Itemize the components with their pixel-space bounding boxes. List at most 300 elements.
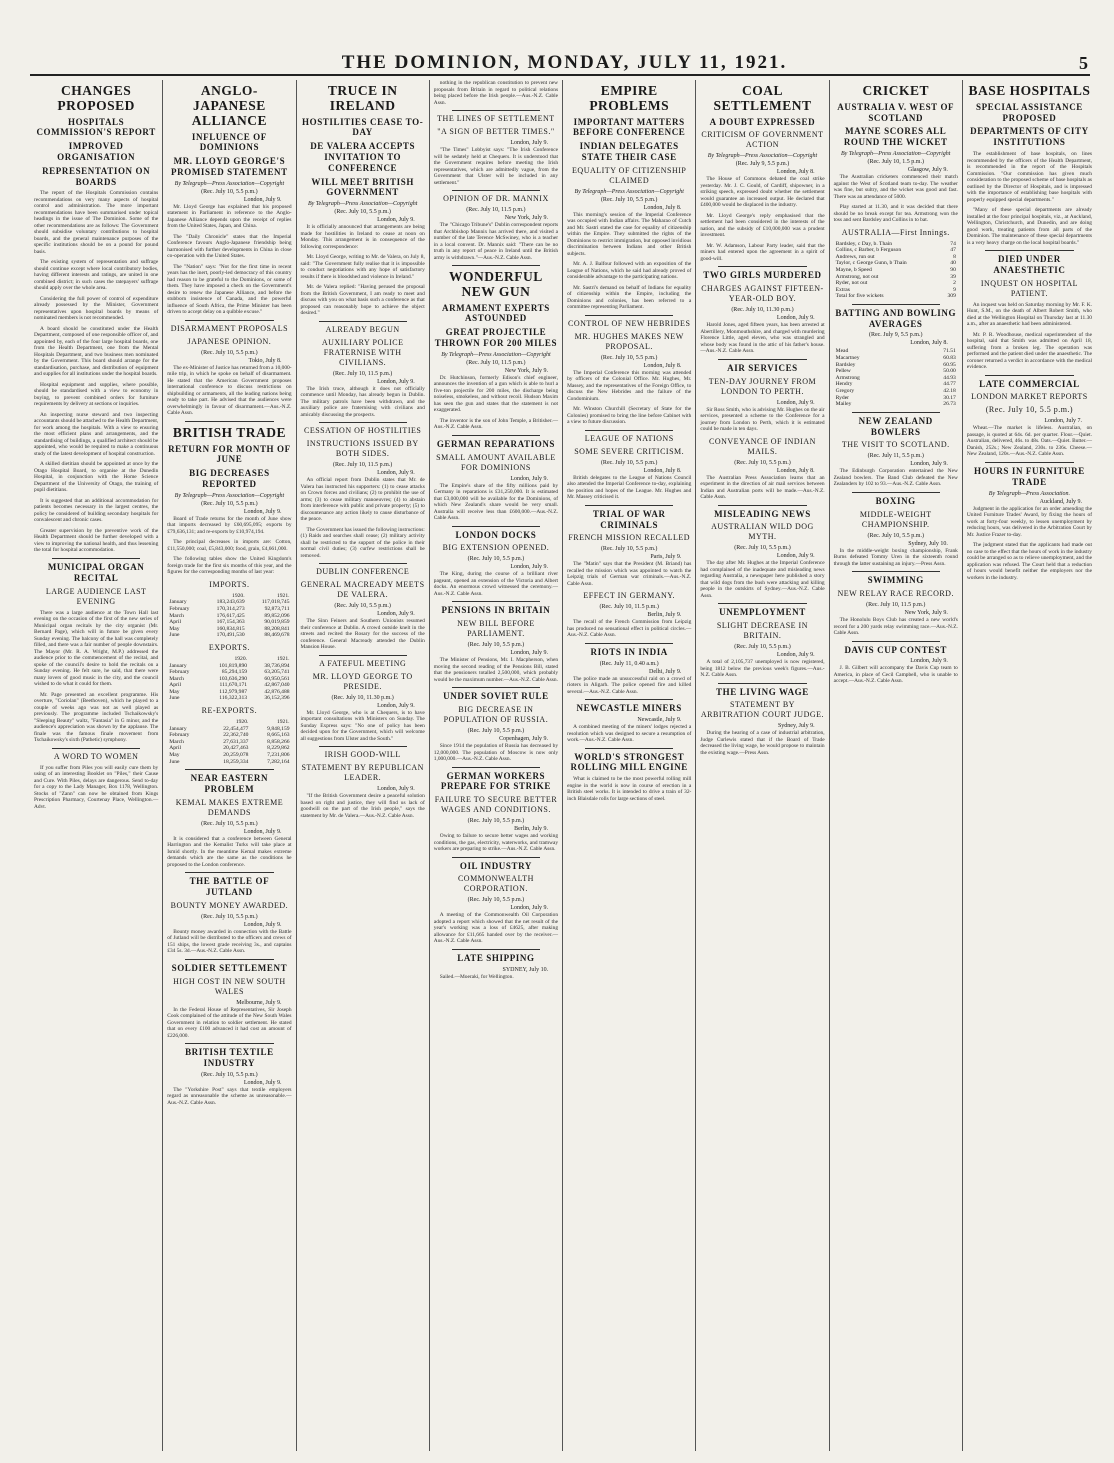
table-header-cell: 1920. — [235, 719, 249, 726]
table-row — [834, 274, 958, 281]
table-cell: April — [169, 682, 182, 689]
article-paragraph: What is claimed to be the most powerful rolling mill engine in the world is now in course of erection in a British steel works. It is intended to drive a train of 32-inch Blaisdale rolls for large sections of steel. — [567, 776, 692, 802]
table-cell: 44.93 — [943, 374, 956, 381]
article-paragraph: A skilled dietitian should be appointed at once by the Otago Hospital Board, to organise at the Dunedin Hospital, in conjunction with the Home Science Department of the University of Otago, the training of pupil dietitians. — [34, 461, 159, 494]
subheadline: SWIMMING — [867, 575, 924, 586]
divider — [452, 265, 540, 266]
headline: CRICKET — [862, 83, 929, 98]
article-paragraph: The day after Mr. Hughes at the Imperial Conference had complained of the inadequate and misleading news regarding Australia, a newspaper here published a story that wild dogs from the bush were attacking and killing people in the outskirts of Sydney.—Aus.-N.Z. Cable Assn. — [700, 560, 825, 599]
article-paragraph: The Edinburgh Corporation entertained the New Zealand bowlers. The Band Club defeated the New Zealanders by 102 to 93.—Aus.-N.Z. Cable Assn. — [833, 468, 958, 488]
article-paragraph: A combined meeting of the miners' lodges rejected a resolution which was designed to secure a resumption of work.—Aus.-N.Z. Cable Assn. — [567, 724, 692, 744]
subheadline: MUNICIPAL ORGAN RECITAL — [47, 561, 145, 583]
table-cell: 170,491,530 — [216, 632, 245, 639]
place-date: London, July 9. — [510, 650, 549, 657]
subheadline: BOXING — [875, 495, 916, 506]
divider — [585, 505, 673, 506]
table-cell: 39 — [950, 273, 956, 280]
table-cell: Gregory — [835, 388, 855, 395]
divider — [718, 683, 806, 684]
table-cell: 60.83 — [943, 355, 956, 362]
section-heading: SMALL AMOUNT AVAILABLE FOR DOMINIONS — [436, 452, 556, 472]
table-cell: February — [169, 732, 190, 739]
table-row — [167, 663, 291, 670]
place-date: London, July 8. — [643, 467, 682, 474]
section-heading: DUBLIN CONFERENCE — [316, 567, 410, 577]
table-cell: February — [169, 605, 190, 612]
divider — [319, 563, 407, 564]
table-cell: 9 — [953, 286, 956, 293]
column-6 — [696, 80, 829, 1451]
article-paragraph: The ex-Minister of Justice has returned from a 10,000-mile trip, in which he spoke on behalf of disarmament. He stated that the American Government proposes international conference to discuss restrictions on shipbuilding or armaments, all the leading nations being ready to take part. He advised that the audiences were overwhelmingly in favour of disarmament.—Aus.-N.Z. Cable Assn. — [167, 364, 292, 417]
article-paragraph: "The Times" Lobbyist says: "The Irish Conference will be sedately held at Chequers. It is understood that the Government requires before meeting the Irish representatives, which are admittedly vague, from the Government that Ulster will be included in any settlement." — [433, 147, 559, 186]
place-date: London, July 9. — [243, 508, 282, 515]
article-paragraph: The Government has issued the following instructions: (1) Raids and searches shall cease; (2) military activity shall be restricted to the support of the police in their normal civil duties; (3) curfew restrictions shall be removed. — [300, 526, 425, 559]
table-row — [167, 682, 291, 689]
dateline: (Rec. July 11, 0.40 a.m.) — [599, 660, 659, 667]
table-cell: 50.00 — [943, 368, 956, 375]
table-row — [834, 260, 958, 267]
subheadline: LATE SHIPPING — [457, 952, 535, 963]
place-date: London, July 9. — [510, 564, 549, 571]
section-heading: EQUALITY OF CITIZENSHIP CLAIMED — [572, 165, 687, 185]
table-caption: RE-EXPORTS. — [201, 706, 258, 716]
subheadline: INFLUENCE OF DOMINIONS — [191, 131, 267, 153]
subheadline: MISLEADING NEWS — [714, 508, 811, 519]
dateline: (Rec. July 10, 5.5 p.m.) — [600, 546, 658, 553]
section-heading: THE LINES OF SETTLEMENT — [437, 114, 555, 123]
place-date: London, July 9. — [243, 828, 282, 835]
divider — [585, 643, 673, 644]
table-cell: Bardsley, c Day, b. Thain — [835, 240, 893, 247]
article-paragraph: "If the British Government desire a peaceful solution based on right and justice, they will find us lack of goodwill on the part of the Irish people," says the statement by Mr. de Valera.—Aus.-N.Z. Cable Assn. — [300, 793, 425, 819]
table-cell: 8,665,163 — [267, 732, 290, 739]
table-row — [834, 375, 958, 382]
table-caption: IMPORTS. — [209, 579, 250, 589]
divider — [319, 321, 407, 322]
section-heading: CRITICISM OF GOVERNMENT ACTION — [701, 130, 824, 150]
section-heading: FRENCH MISSION RECALLED — [568, 533, 691, 543]
article-paragraph: There was a large audience at the Town Hall last evening on the occasion of the first of the new series of Municipal organ recitals by the city organist (Mr. Bernard Page), which will in future be given every Sunday evening. The balcony of the hall was completely filled, and there was a fair number of people downstairs. The Mayor (Mr. R. A. Wright, M.P.) addressed the audience prior to the commencement of the recital, and spoke of the council's desire to hold the recitals on a Sunday evening. He felt sure, he said, that there were many lovers of good music in the city, and the council wished to do what it could for them. — [34, 609, 159, 688]
dateline: (Rec. July 10, 5.5 p.m.) — [201, 188, 258, 195]
dateline: (Rec. July 9, 5.5 p.m.) — [868, 332, 923, 339]
table-cell: Bardsley — [835, 361, 856, 368]
article-paragraph: A total of 2,105,737 unemployed is now registered, being 1812 below the previous week's figures.—Aus.-N.Z. Cable Assn. — [700, 659, 825, 679]
table-cell: Pellew — [835, 368, 851, 375]
dateline: (Rec. July 10, 5.5 p.m.) — [734, 644, 791, 651]
masthead — [30, 50, 1090, 76]
column-1 — [30, 80, 163, 1451]
article-paragraph: The following tables show the United Kingdom's foreign trade for the first six months of this year, and the figures for the corresponding months of last year: — [167, 556, 292, 576]
table-cell — [905, 348, 915, 355]
place-date: London, July 9. — [243, 196, 282, 203]
divider — [585, 315, 673, 316]
table-cell: April — [169, 619, 182, 626]
table-cell: Mayne, b Speed — [835, 266, 872, 273]
table-cell: 38,736,894 — [264, 662, 290, 669]
table-header-cell — [167, 719, 205, 726]
place-date: London, July 9. — [776, 315, 815, 322]
article-paragraph: Owing to failure to secure better wages and working conditions, the gas, electricity, waterworks, and tramway workers are preparing to strike.—Aus.-N.Z. Cable Assn. — [433, 833, 559, 853]
data-table — [167, 656, 291, 702]
table-cell: Macartney — [835, 355, 860, 362]
section-heading: ALREADY BEGUN — [325, 324, 400, 334]
dateline: (Rec. July 10, 5.5 p.m.) — [467, 818, 525, 825]
article-paragraph: Mr. Winston Churchill (Secretary of State for the Colonies) promised to bring the line before Cabinet with a view to future discussion. — [567, 406, 692, 426]
table-header-cell: 1921. — [276, 719, 290, 726]
subheadline: GREAT PROJECTILE THROWN FOR 200 MILES — [434, 327, 558, 349]
divider — [585, 430, 673, 431]
table-cell: 89,852,096 — [264, 612, 290, 619]
table-cell: June — [169, 632, 180, 639]
table-cell: 88,469,678 — [264, 632, 290, 639]
subheadline: OIL INDUSTRY — [459, 860, 532, 871]
divider — [985, 462, 1074, 463]
article-paragraph: The Imperial Conference this morning was attended by officers of the Colonial Office. Mr. Hughes, Mr. Massey, and the representatives of the Foreign Office, to discuss the New Hebrides and the failure of the Condominium. — [567, 369, 692, 402]
dateline: (Rec. July 11, 5.5 p.m.) — [867, 453, 924, 460]
place-date: London, July 9. — [776, 399, 815, 406]
table-row — [167, 726, 291, 733]
section-heading: SOME SEVERE CRITICISM. — [574, 446, 685, 456]
article-paragraph: The inventor is the son of John Temple, a Britisher.—Aus.-N.Z. Cable Assn. — [433, 417, 559, 431]
place-date: London, July 9. — [243, 921, 282, 928]
subheadline: GERMAN REPARATIONS — [436, 438, 556, 449]
subheadline: BATTING AND BOWLING AVERAGES — [835, 307, 957, 329]
table-cell: 90 — [950, 266, 956, 273]
article-paragraph: The King, during the course of a brilliant river pageant, opened an extension of the Victoria and Albert docks. An enormous crowd witnessed the ceremony.—Aus.-N.Z. Cable Assn. — [433, 571, 559, 597]
table-cell — [905, 362, 915, 369]
article-paragraph: Dr. Hutchinson, formerly Edison's chief engineer, announces the invention of a gun which is able to hurl a five-ton projectile for 200 miles, the discharge being noiseless, smokeless, and without recoil. Hudson Maxim has seen the gun and states that the statement is not exaggerated. — [433, 374, 559, 414]
table-header-cell: 1920. — [232, 592, 245, 599]
article-paragraph: The "Nation" says: "Not for the first time in recent years has the inert, poorly-led democracy of this country had reason to be grateful to the Dominions, or some of them. They have imposed a check on the Government's desire to renew the Japanese Alliance, and before the stubborn insistence of Canada, and the powerful influence of South Africa, the Prime Minister has been driven to accept delay on a quibble excuse." — [167, 263, 292, 316]
article-paragraph: The "Matin" says that the President (M. Briand) has recalled the mission which was appointed to watch the Leipzig trials of German war criminals.—Aus.-N.Z. Cable Assn. — [567, 561, 692, 587]
section-heading: IRISH GOOD-WILL — [324, 750, 401, 760]
table-cell: 116,322,313 — [219, 695, 248, 702]
article-paragraph: A meeting of the Commonwealth Oil Corporation adopted a report which showed that the net result of the year's working was a loss of £4625, after making allowance for £11,665 handed over by the receiver.—Aus.-N.Z. Cable Assn. — [433, 912, 559, 945]
place-date: London, July 8. — [776, 169, 815, 176]
table-cell: Andrews, run out — [835, 253, 875, 260]
table-row — [834, 388, 958, 395]
subheadline: DAVIS CUP CONTEST — [844, 644, 947, 655]
table-cell: Hendry — [835, 381, 853, 388]
article-paragraph: If you suffer from Piles you will easily cure them by using of an interesting Booklet on "Piles," their Cause and Cure. With Piles, delays are dangerous. Send to-day for a copy to the Lady Manager, Box 1178, Wellington. Stocks of "Zann" can now be obtained from Kings Prescription Pharmacy, Courtenay Place, Wellington.—Advt. — [34, 764, 159, 810]
section-heading: MR. HUGHES MAKES NEW PROPOSAL. — [574, 331, 684, 351]
table-cell: 9,848,159 — [267, 725, 290, 732]
subheadline: LATE COMMERCIAL — [979, 378, 1080, 389]
subheadline: UNEMPLOYMENT — [719, 607, 806, 618]
article-paragraph: Bounty money awarded in connection with the Battle of Jutland will be distributed to the officers and crews of 151 ships, the lowest grade receiving 3s., and captains £34 5s. 3d.—Aus.-N.Z. Cable Assn. — [167, 928, 292, 955]
table-row — [167, 732, 291, 739]
table-cell: 176,617,425 — [216, 612, 245, 619]
table-cell: 2 — [953, 280, 956, 287]
place-date: Melbourne, July 9. — [236, 999, 282, 1006]
article-paragraph: The House of Commons debated the coal strike yesterday. Mr. J. C. Gould, of Cardiff, shipowner, in a striking speech, expressed doubt whether the settlement would guarantee an increased output. He declared that £400,000 would be displaced in the industry. — [700, 176, 825, 209]
table-cell: 22,362,740 — [223, 732, 249, 739]
divider — [585, 699, 673, 700]
divider — [185, 320, 273, 321]
subheadline: TRIAL OF WAR CRIMINALS — [592, 508, 666, 530]
subheadline: GERMAN WORKERS PREPARE FOR STRIKE — [440, 770, 551, 792]
place-date: Sydney, July 10. — [908, 540, 948, 547]
dateline: (Rec. July 10, 5.5 p.m.) — [334, 209, 391, 216]
column-3 — [297, 80, 430, 1451]
place-date: London, July 9. — [377, 470, 415, 477]
dateline: (Rec. July 9, 5.5 p.m.) — [735, 161, 790, 168]
column-5 — [563, 80, 696, 1451]
table-cell: Ryder, not out — [835, 280, 868, 287]
divider — [319, 655, 407, 656]
article-paragraph: Mr. de Valera replied: "Having perused the proposal from the British Government, I am ready to meet and discuss with you on what basis such a conference as that proposed can reasonably hope to achieve the object desired." — [300, 284, 425, 317]
table-cell: March — [169, 738, 184, 745]
place-date: Sydney, July 9. — [777, 723, 815, 730]
place-date: New York, July 9. — [504, 215, 549, 221]
section-heading: OPINION OF DR. MANNIX — [443, 194, 549, 203]
subheadline: LONDON DOCKS — [455, 529, 537, 540]
table-cell: 22,454,477 — [223, 725, 249, 732]
table-cell: 170,314,273 — [216, 605, 245, 612]
table-cell — [905, 395, 915, 402]
table-header-cell: 1920. — [234, 655, 248, 662]
headline: WONDERFUL NEW GUN — [449, 269, 543, 299]
divider — [985, 250, 1074, 251]
article-paragraph: Sailed.—Moeraki, for Wellington. — [439, 973, 514, 980]
section-heading: DISARMAMENT PROPOSALS — [170, 323, 289, 333]
divider — [718, 505, 806, 506]
place-date: London, July 9. — [377, 611, 415, 618]
section-heading: NEW RELAY RACE RECORD. — [837, 589, 954, 598]
divider — [452, 767, 540, 768]
place-date: New York, July 9. — [904, 610, 948, 616]
divider — [452, 857, 540, 858]
article-paragraph: J. B. Gilbert will accompany the Davis Cup team to America, in place of Cecil Campbell, who is unable to accept.—Aus.-N.Z. Cable Assn. — [833, 665, 958, 685]
table-row — [167, 613, 291, 620]
headline: BRITISH TRADE — [172, 424, 286, 440]
place-date: London, July 9. — [510, 905, 549, 912]
section-heading: EFFECT IN GERMANY. — [583, 591, 675, 601]
table-cell: 7,282,164 — [267, 758, 290, 765]
article-columns — [30, 80, 1096, 1451]
byline: By Telegraph—Press Association—Copyright — [841, 151, 951, 158]
headline: ANGLO-JAPANESE ALLIANCE — [191, 83, 268, 128]
article-paragraph: Since 1914 the population of Russia has decreased by 12,000,000. The population of Moscow is now only 1,000,000.—Aus.-N.Z. Cable Assn. — [433, 743, 559, 763]
headline: CHANGES PROPOSED — [57, 83, 135, 113]
table-cell: Mead — [835, 348, 849, 355]
section-heading: CHARGES AGAINST FIFTEEN-YEAR-OLD BOY. — [701, 284, 824, 304]
table-cell: 160,834,815 — [216, 625, 245, 632]
place-date: London, July 9. — [377, 378, 415, 385]
subheadline: HOURS IN FURNITURE TRADE — [974, 465, 1085, 487]
place-date: SYDNEY, July 10. — [502, 966, 549, 973]
place-date: London, July 9. — [243, 1079, 282, 1086]
article-paragraph: The "Chicago Tribune's" Dublin correspondent reports that Archbishop Mannix has arrived there, and visited a number of the late Terence McSwiney, who is a teacher in a local convent. Dr. Mannix said: "There can be no truth in any report of peace in Ireland until the British army is withdrawn."—Aus.-N.Z. Cable Assn. — [433, 222, 559, 261]
section-heading: MR. LLOYD GEORGE TO PRESIDE. — [312, 671, 413, 691]
data-table — [167, 593, 291, 639]
article-paragraph: The principal decreases in imports are: Cotton, £11,550,000; coal, £5,843,000; food, grain, £4,661,000. — [167, 539, 292, 552]
divider — [52, 748, 140, 749]
dateline: (Rec. July 10, 11.30 p.m.) — [731, 307, 794, 314]
headline: BASE HOSPITALS — [968, 83, 1091, 98]
place-date: London, July 9. — [776, 553, 815, 560]
article-paragraph: This morning's session of the Imperial Conference was occupied with Indian affairs. The Maharao of Cutch and Mr. Sastri stated the case for equality of citizenship within the Empire. They submitted the rights of the Dominions to restrict immigration, but opposed invidious discrimination between Indians and other British subjects. — [567, 211, 692, 257]
divider — [452, 190, 540, 191]
table-row — [834, 395, 958, 402]
place-date: London, July 9. — [377, 217, 415, 224]
article-paragraph: It is suggested that an additional accommodation for patients becomes necessary in the largest centres, the policy be considered of building secondary hospitals for convalescent and chronic cases. — [34, 497, 159, 524]
table-cell: 112,979,987 — [219, 688, 248, 695]
subheadline: TWO GIRLS MURDERED — [703, 270, 822, 281]
table-header-row — [167, 593, 291, 600]
table-cell: February — [169, 669, 190, 676]
table-header-cell — [167, 593, 201, 600]
table-cell: 8,229,862 — [267, 745, 290, 752]
table-cell: 92,873,711 — [264, 605, 290, 612]
section-heading: A WORD TO WOMEN — [53, 751, 139, 761]
divider — [452, 526, 540, 527]
dateline: (Rec. July 10, 5.5 p.m.) — [734, 545, 791, 552]
table-cell: Ryder — [835, 394, 850, 401]
section-heading: JAPANESE OPINION. — [187, 336, 272, 346]
dateline: (Rec. July 10, 11.5 p.m.) — [466, 207, 526, 213]
article-paragraph: The police made an unsuccessful raid on a crowd of rioters in Aligarh. The police opened fire and killed several.—Aus.-N.Z. Cable Assn. — [567, 675, 692, 695]
table-header-row — [167, 656, 291, 663]
place-date: Glasgow, July 9. — [907, 167, 948, 174]
table-cell: 183,243,639 — [216, 599, 245, 606]
divider — [319, 746, 407, 747]
table-cell: 103,636,290 — [219, 675, 248, 682]
article-paragraph: Judgment in the application for an order amending the United Furniture Trades' Award, by fixing the hours of work at forty-four weekly, to lessen unemployment by reducing hours, was delivered in the Arbitration Court by Mr. Justice Frazer to-day. — [966, 505, 1092, 538]
section-heading: "A SIGN OF BETTER TIMES." — [437, 127, 555, 136]
dateline: (Rec. July 10, 11.5 p.m.) — [466, 359, 526, 366]
subheadline: SOLDIER SETTLEMENT — [171, 962, 288, 973]
table-cell — [905, 375, 915, 382]
table-cell: Extras — [835, 286, 850, 293]
divider — [452, 110, 540, 111]
table-cell — [905, 388, 915, 395]
section-heading: TEN-DAY JOURNEY FROM LONDON TO PERTH. — [708, 376, 817, 396]
article-paragraph: The Minister of Pensions, Mr. I. Macpherson, when moving the second reading of the Pensions Bill, stated that the pensioners totalled 2,500,000, which probably would be the maximum number.—Aus.-N.Z. Cable Assn. — [433, 657, 559, 683]
table-cell: 20,259,078 — [223, 752, 249, 759]
subheadline: BRITISH TEXTILE INDUSTRY — [185, 1047, 274, 1068]
article-paragraph: An inspecting nurse steward and two inspecting accountants should be attached to the Health Department, for work among the hospitals. With a view to ensuring the most efficient plans and arrangements, and the standardising of buildings, a qualified architect should be appointed, who would be required to make a continuous study of the latest development of hospital construction. — [34, 411, 159, 457]
table-cell: April — [169, 745, 182, 752]
table-cell: 8 — [953, 253, 956, 260]
table-cell: May — [169, 752, 180, 759]
divider — [718, 266, 806, 267]
place-date: Copenhagen, July 9. — [499, 736, 549, 743]
section-heading: INQUEST ON HOSPITAL PATIENT. — [980, 278, 1078, 298]
table-cell: Armstrong — [835, 374, 860, 381]
subheadline: BIG DECREASES REPORTED — [189, 468, 270, 489]
subheadline: THE BATTLE OF JUTLAND — [189, 876, 270, 898]
article-paragraph: Mr. Lloyd George's reply emphasised that the settlement had been considered in the interests of the nation, and the subsidy of £10,000,000 was a prudent investment. — [700, 212, 825, 239]
article-paragraph: Play started at 11.30, and it was decided that there should be no break except for tea. Armstrong won the toss and sent Bardsley and Collins in to bat. — [833, 204, 958, 224]
table-cell: 8,858,266 — [267, 738, 290, 745]
section-heading: BIG DECREASE IN POPULATION OF RUSSIA. — [443, 705, 549, 725]
table-cell: January — [169, 725, 187, 732]
table-cell: 40 — [950, 260, 956, 267]
place-date: Delhi, July 9. — [648, 668, 682, 675]
data-table — [834, 348, 958, 407]
dateline: (Rec. July 10, 11.30 p.m.) — [331, 694, 394, 701]
dateline: (Rec. July 10, 5.5 p.m.) — [201, 820, 258, 827]
table-cell: 117,018,745 — [261, 599, 290, 606]
table-cell: Total for five wickets — [835, 293, 884, 300]
divider — [452, 687, 540, 688]
section-heading: AUXILIARY POLICE FRATERNISE WITH CIVILIANS. — [321, 337, 404, 367]
dateline: (Rec. July 10, 5.5 p.m.) — [334, 603, 391, 610]
place-date: London, July 8. — [910, 340, 948, 347]
article-paragraph: The Australian Press Association learns that an experiment in the direction of air mail services between Indian and Australian ports will be made.—Aus.-N.Z. Cable Assn. — [700, 474, 825, 501]
dateline: (Rec. July 10, 5.5 p.m.) — [467, 897, 525, 904]
section-heading: CESSATION OF HOSTILITIES — [303, 426, 422, 436]
subheadline: AUSTRALIA V. WEST OF SCOTLAND — [837, 101, 955, 123]
table-cell: 60.95 — [943, 361, 956, 368]
table-row — [167, 626, 291, 633]
divider — [452, 949, 540, 950]
table-row — [834, 241, 958, 248]
table-cell: 60,950,561 — [264, 675, 290, 682]
table-caption: EXPORTS. — [208, 642, 250, 652]
article-paragraph: An inquest was held on Saturday morning by Mr. F. K. Hunt, S.M., on the death of Albert Robert Smith, who died at the Wellington Hospital on Thursday last at 11.30 a.m., after an anaesthetic had been administered. — [966, 301, 1092, 328]
article-paragraph: Greater supervision by the preventive work of the Health Department should be further developed with a view to improving the national health, and thus lessening the total for hospital accommodation. — [34, 527, 159, 554]
article-paragraph: A board should be constituted under the Health Department, composed of one responsible officer of, and appointed by, each of the four large hospital boards, one from the Health Department, one from the Mental Hospitals Department, and two business men nominated by the Government. This board should arrange for the standardisation, purchase, and distribution of equipment and supplies for all institutions under the hospital boards. — [34, 325, 159, 378]
article-paragraph: The Irish truce, although it does not officially commence until Monday, has already begun in Dublin. The military patrols have been withdrawn, and the auxiliary police are fraternising with civilians and amicably discussing the prospects. — [300, 385, 425, 418]
article-paragraph: It is considered that a conference between General Harrington and the Kemalist Turks will take place at Ismid shortly. In the meantime Kemal makes extreme demands which are the same as the conditions he proposed to the London conference. — [167, 835, 292, 868]
table-row — [167, 745, 291, 752]
table-row — [167, 689, 291, 696]
place-date: London, July 9. — [510, 475, 549, 482]
table-header-cell: 1921. — [276, 592, 290, 599]
place-date: London, July 9. — [377, 786, 415, 793]
place-date: New York, July 9. — [504, 367, 549, 374]
table-cell: March — [169, 612, 184, 619]
table-cell: 47 — [950, 247, 956, 254]
subheadline: NEWCASTLE MINERS — [576, 703, 682, 714]
page-number: 5 — [1079, 53, 1090, 73]
table-row — [834, 348, 958, 355]
subheadline: WILL MEET BRITISH GOVERNMENT — [311, 176, 414, 198]
subheadline: RETURN FOR MONTH OF JUNE — [168, 443, 291, 465]
subheadline: ARMAMENT EXPERTS ASTOUNDED — [441, 302, 550, 324]
byline: By Telegraph—Press Association—Copyright — [174, 180, 285, 187]
dateline: (Rec. July 10, 1.5 p.m.) — [867, 159, 924, 166]
table-row — [167, 606, 291, 613]
dateline: (Rec. July 10, 5.5 p.m.) — [600, 354, 658, 361]
table-cell: 101,819,890 — [219, 662, 248, 669]
article-paragraph: The judgment stated that the applicants had made out no case to the effect that the hours of work in the industry could be arranged so as to relieve unemployment, and the application was refused. The Court held that a reduction of hours would benefit neither the employers nor the workers in the industry. — [966, 542, 1092, 581]
section-heading: CONTROL OF NEW HEBRIDES — [568, 318, 691, 328]
article-paragraph: Mr. Lloyd George, who is at Chequers, is to have important consultations with Ministers on Sunday. The Sunday Express says: "No one of policy has been decided upon for the Government, which will welcome all suggestions from Ulster and the South." — [300, 709, 425, 742]
article-paragraph: The "Yorkshire Post" says that textile employers regard as unreasonable the scheme as unreasonable.—Aus.-N.Z. Cable Assn. — [167, 1086, 292, 1106]
divider — [718, 359, 806, 360]
table-cell: 42,867,040 — [264, 682, 290, 689]
subheadline: AIR SERVICES — [727, 362, 798, 373]
divider — [319, 422, 407, 423]
byline: By Telegraph—Press Association—Copyright — [307, 201, 418, 208]
section-heading: HIGH COST IN NEW SOUTH WALES — [173, 976, 286, 996]
article-paragraph: Mr. W. Adamson, Labour Party leader, said that the miners had entered upon the agreement in a spirit of good-will. — [700, 242, 825, 262]
table-cell: Mailey — [835, 401, 852, 408]
section-heading: STATEMENT BY ARBITRATION COURT JUDGE. — [700, 700, 825, 720]
subheadline: NEW ZEALAND BOWLERS — [858, 415, 933, 437]
article-paragraph: In the middle-weight boxing championship, Frank Burns defeated Tommy Uren in the sixteenth round through the latter sustaining an injury.—Press Assn. — [833, 547, 958, 567]
table-cell: June — [169, 695, 180, 702]
subheadline: UNDER SOVIET RULE — [443, 691, 549, 702]
section-heading: LARGE AUDIENCE LAST EVENING — [45, 586, 147, 606]
dateline: (Rec. July 10, 11.5 p.m.) — [866, 602, 926, 608]
section-heading: THE VISIT TO SCOTLAND. — [841, 440, 950, 450]
table-cell: May — [169, 688, 180, 695]
divider — [52, 558, 140, 559]
